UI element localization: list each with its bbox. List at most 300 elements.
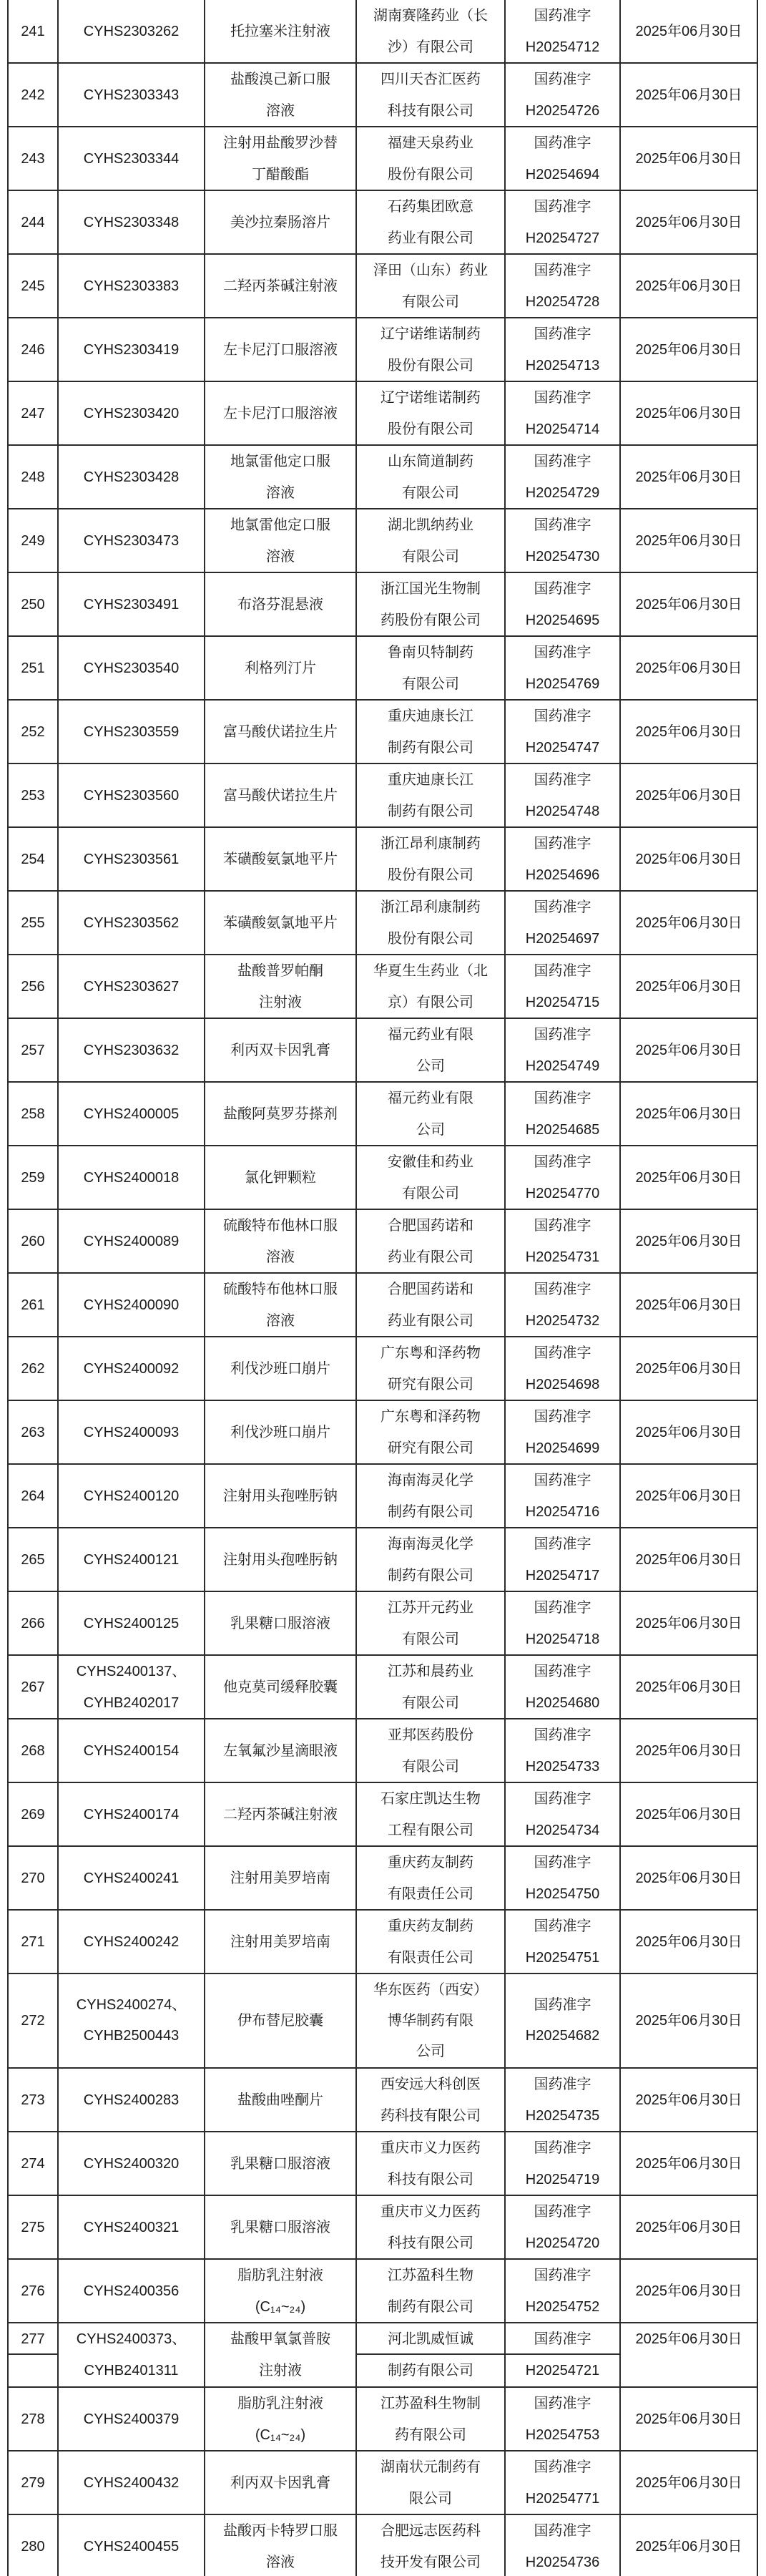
cell-line: H20254747 (525, 739, 600, 756)
company-cell (357, 2132, 506, 2195)
row-number-cell (9, 64, 59, 126)
cell-line: CYHS2303420 (83, 405, 180, 421)
drug-name-cell (205, 764, 357, 826)
cell-line: 福建天泉药业 (388, 135, 473, 151)
drug-name-cell (205, 2515, 357, 2576)
approval-date-cell (621, 1146, 758, 1209)
table-row (9, 2260, 758, 2323)
cell-line: CYHB2401311 (84, 2363, 179, 2379)
cell-line: CYHB2500443 (83, 2028, 180, 2044)
table-row (9, 446, 758, 509)
table-row (9, 1528, 758, 1592)
cell-line: 药科技有限公司 (380, 2107, 481, 2124)
cell-line: 2025年06月30日 (635, 1742, 742, 1759)
acceptance-number-cell (59, 1019, 205, 1081)
cell-line: 267 (21, 1679, 45, 1695)
drug-name-cell (205, 1719, 357, 1782)
cell-line: H20254718 (525, 1631, 600, 1647)
acceptance-number-cell (59, 1401, 205, 1463)
company-cell (357, 892, 506, 954)
cell-line: 研究有限公司 (388, 1376, 473, 1392)
cell-line: 京）有限公司 (388, 994, 473, 1010)
cell-line: CYHS2400120 (83, 1488, 180, 1504)
approval-number-cell (506, 764, 621, 826)
cell-line: 有限公司 (402, 1694, 459, 1711)
acceptance-number-cell (59, 318, 205, 381)
cell-line: 2025年06月30日 (635, 1297, 742, 1313)
approval-number-cell (506, 255, 621, 317)
drug-name-cell (205, 64, 357, 126)
cell-line: 亚邦医药股份 (388, 1727, 473, 1743)
approval-number-cell (506, 1337, 621, 1400)
cell-line: 国药准字 (534, 135, 591, 151)
approval-number-cell (506, 2132, 621, 2195)
cell-line: 湖南赛隆药业（长 (373, 7, 488, 24)
cell-line: 2025年06月30日 (635, 87, 742, 103)
row-number-cell (9, 1592, 59, 1654)
company-cell (357, 573, 506, 635)
cell-line: 2025年06月30日 (635, 723, 742, 740)
cell-line: 富马酸伏诺拉生片 (223, 787, 338, 804)
approval-number-cell (506, 0, 621, 62)
cell-line: 国药准字 (534, 1408, 591, 1425)
cell-line: 乳果糖口服溶液 (230, 2219, 330, 2235)
row-number-cell (9, 1528, 59, 1591)
acceptance-number-cell (59, 1911, 205, 1973)
drug-name-cell (205, 1592, 357, 1654)
table-row (9, 701, 758, 764)
approval-date-cell (621, 382, 758, 444)
cell-line: 浙江国光生物制 (380, 580, 481, 597)
cell-line: CYHS2400455 (83, 2538, 180, 2555)
acceptance-number-cell (59, 255, 205, 317)
row-number-cell (9, 955, 59, 1018)
cell-line: 2025年06月30日 (635, 787, 742, 804)
cell-line: H20254714 (525, 421, 600, 437)
cell-line: 苯磺酸氨氯地平片 (223, 914, 338, 931)
acceptance-number-cell (59, 127, 205, 190)
approval-date-cell (621, 509, 758, 572)
cell-line: 270 (21, 1870, 45, 1886)
cell-line: H20254750 (525, 1885, 600, 1902)
drug-name-cell (205, 573, 357, 635)
cell-line: 鲁南贝特制药 (388, 644, 473, 660)
cell-line: CYHS2400018 (83, 1169, 180, 1186)
acceptance-number-cell (59, 1592, 205, 1654)
cell-line: 硫酸特布他林口服 (223, 1217, 338, 1234)
cell-line: 二羟丙茶碱注射液 (223, 1806, 338, 1823)
acceptance-number-cell (59, 446, 205, 508)
table-row (9, 1592, 758, 1656)
cell-line: CYHS2400174 (83, 1806, 180, 1823)
cell-line: 药业有限公司 (388, 230, 473, 246)
row-number-cell (9, 1401, 59, 1463)
cell-line: 271 (21, 1933, 45, 1950)
cell-line: 硫酸特布他林口服 (223, 1281, 338, 1297)
cell-line: 2025年06月30日 (635, 2155, 742, 2172)
company-cell (357, 446, 506, 508)
approval-date-cell (621, 1592, 758, 1654)
cell-line: 254 (21, 851, 45, 867)
cell-line: 盐酸曲唑酮片 (237, 2092, 323, 2108)
cell-line: 258 (21, 1106, 45, 1122)
row-number-cell (9, 637, 59, 699)
approval-date-cell (621, 1337, 758, 1400)
cell-line: 2025年06月30日 (635, 1679, 742, 1695)
row-number-cell (9, 0, 59, 62)
cell-line: H20254680 (525, 1694, 600, 1711)
row-number-cell (9, 2323, 59, 2386)
cell-line: 2025年06月30日 (635, 2538, 742, 2555)
cell-line: 注射用美罗培南 (230, 1870, 330, 1886)
cell-line: 2025年06月30日 (635, 2331, 742, 2347)
drug-name-cell (205, 191, 357, 253)
cell-line: H20254769 (525, 675, 600, 692)
drug-name-cell (205, 1274, 357, 1336)
row-number-cell (9, 509, 59, 572)
cell-line: 国药准字 (534, 708, 591, 724)
cell-line: 他克莫司缓释胶囊 (223, 1679, 338, 1695)
cell-line: 左卡尼汀口服溶液 (223, 405, 338, 421)
cell-line: 国药准字 (534, 389, 591, 406)
cell-line: H20254682 (525, 2028, 600, 2044)
company-cell (357, 2196, 506, 2258)
cell-line: 华夏生生药业（北 (373, 962, 488, 979)
cell-line: CYHS2303383 (83, 278, 180, 294)
cell-line: 河北凯威恒诚 (357, 2323, 504, 2355)
company-cell (357, 1019, 506, 1081)
cell-line: 药有限公司 (395, 2426, 466, 2443)
approval-date-cell (621, 2451, 758, 2514)
approval-date-cell (621, 1656, 758, 1718)
approval-number-cell (506, 382, 621, 444)
cell-line: 2025年06月30日 (635, 469, 742, 485)
acceptance-number-cell (59, 573, 205, 635)
approval-number-cell (506, 2069, 621, 2131)
cell-line: 工程有限公司 (388, 1822, 473, 1838)
cell-line: 江苏和晨药业 (388, 1663, 473, 1679)
cell-line: H20254730 (525, 548, 600, 565)
cell-line: CYHS2400137、 (76, 1663, 187, 1679)
row-number-cell (9, 701, 59, 763)
cell-line: 溶液 (266, 1249, 295, 1265)
cell-line: 重庆迪康长江 (388, 708, 473, 724)
cell-line: 四川天杏汇医药 (380, 71, 481, 87)
row-number-cell (9, 1783, 59, 1845)
approval-number-cell (506, 573, 621, 635)
cell-line: 富马酸伏诺拉生片 (223, 723, 338, 740)
cell-line: CYHS2400373、 (76, 2331, 187, 2347)
cell-line: 有限公司 (402, 1631, 459, 1647)
cell-line: 2025年06月30日 (635, 1870, 742, 1886)
cell-line: 276 (21, 2283, 45, 2299)
cell-line: 制药有限公司 (388, 739, 473, 756)
cell-line: 国药准字 (534, 1217, 591, 1234)
cell-line: 265 (21, 1551, 45, 1568)
cell-line: 乳果糖口服溶液 (230, 2155, 330, 2172)
row-number-cell (9, 2515, 59, 2576)
table-row (9, 764, 758, 828)
approval-date-cell (621, 637, 758, 699)
drug-name-cell (205, 2451, 357, 2514)
approval-number-cell (506, 1911, 621, 1973)
cell-line: 2025年06月30日 (635, 1615, 742, 1631)
company-cell (357, 2515, 506, 2576)
cell-line: 2025年06月30日 (635, 405, 742, 421)
drug-name-cell (205, 1974, 357, 2067)
approval-date-cell (621, 764, 758, 826)
approval-date-cell (621, 191, 758, 253)
cell-line: CYHS2303540 (83, 660, 180, 676)
cell-line: H20254732 (525, 1312, 600, 1329)
cell-line: 国药准字 (534, 1345, 591, 1361)
company-cell (357, 828, 506, 890)
cell-line: 2025年06月30日 (635, 2092, 742, 2108)
acceptance-number-cell (59, 1146, 205, 1209)
cell-line: CYHS2400121 (83, 1551, 180, 1568)
approval-date-cell (621, 255, 758, 317)
approval-number-cell (506, 955, 621, 1018)
drug-name-cell (205, 446, 357, 508)
table-row (9, 509, 758, 573)
table-row (9, 892, 758, 955)
approval-number-cell (506, 1083, 621, 1145)
table-row (9, 637, 758, 701)
cell-line: 注射用盐酸罗沙替 (223, 135, 338, 151)
acceptance-number-cell (59, 892, 205, 954)
row-number-cell (9, 892, 59, 954)
cell-line: 国药准字 (534, 517, 591, 533)
cell-line: 海南海灵化学 (388, 1472, 473, 1488)
cell-line: H20254736 (525, 2554, 600, 2570)
cell-line: 利丙双卡因乳膏 (230, 1042, 330, 1058)
cell-line: 国药准字 (534, 1790, 591, 1807)
acceptance-number-cell (59, 1083, 205, 1145)
cell-line: 盐酸阿莫罗芬搽剂 (223, 1106, 338, 1122)
cell-line: 股份有限公司 (388, 421, 473, 437)
cell-line: H20254721 (525, 2363, 600, 2379)
approval-date-cell (621, 2323, 758, 2386)
company-cell (357, 1911, 506, 1973)
approval-date-cell (621, 0, 758, 62)
row-number-cell (9, 1274, 59, 1336)
company-cell (357, 1465, 506, 1527)
approval-number-cell (506, 2196, 621, 2258)
row-number-cell (9, 255, 59, 317)
approval-date-cell (621, 892, 758, 954)
cell-line: 博华制药有限 (388, 2012, 473, 2029)
cell-line: H20254717 (525, 1567, 600, 1584)
company-cell (357, 191, 506, 253)
cell-line: 2025年06月30日 (635, 1488, 742, 1504)
cell-line: H20254771 (525, 2490, 600, 2507)
approval-number-cell (506, 509, 621, 572)
drug-name-cell (205, 255, 357, 317)
approval-number-cell (506, 1783, 621, 1845)
table-row (9, 1337, 758, 1401)
cell-line: H20254697 (525, 930, 600, 947)
approval-date-cell (621, 1528, 758, 1591)
drug-name-cell (205, 1528, 357, 1591)
approval-date-cell (621, 1911, 758, 1973)
cell-line: 2025年06月30日 (635, 2219, 742, 2235)
cell-line: CYHS2303348 (83, 214, 180, 230)
company-cell (357, 637, 506, 699)
table-row (9, 2196, 758, 2260)
cell-line: H20254699 (525, 1440, 600, 1456)
cell-line: CYHS2303262 (83, 23, 180, 39)
cell-line: 有限公司 (402, 675, 459, 692)
drug-name-cell (205, 509, 357, 572)
cell-line: 国药准字 (534, 71, 591, 87)
cell-line: 250 (21, 596, 45, 613)
row-number-cell (9, 2388, 59, 2450)
acceptance-number-cell (59, 509, 205, 572)
cell-line: 2025年06月30日 (635, 978, 742, 995)
cell-line: 注射用美罗培南 (230, 1933, 330, 1950)
acceptance-number-cell (59, 828, 205, 890)
row-number-cell (9, 127, 59, 190)
approval-date-cell (621, 1974, 758, 2067)
cell-line: 盐酸普罗帕酮 (237, 962, 323, 979)
row-number-cell (9, 1656, 59, 1718)
approval-number-cell (506, 1592, 621, 1654)
cell-line: CYHS2400090 (83, 1297, 180, 1313)
cell-line: 有限公司 (402, 548, 459, 565)
cell-line: 274 (21, 2155, 45, 2172)
cell-line: 249 (21, 532, 45, 549)
cell-line: 253 (21, 787, 45, 804)
cell-line: 2025年06月30日 (635, 1169, 742, 1186)
approval-date-cell (621, 2515, 758, 2576)
cell-line: H20254694 (525, 166, 600, 182)
cell-line: 有限公司 (402, 484, 459, 501)
cell-line: 溶液 (266, 1312, 295, 1329)
acceptance-number-cell (59, 764, 205, 826)
cell-line: CYHS2303473 (83, 532, 180, 549)
cell-line: 247 (21, 405, 45, 421)
acceptance-number-cell (59, 1847, 205, 1909)
cell-line: 公司 (416, 2043, 445, 2059)
drug-name-cell (205, 1337, 357, 1400)
cell-line: 广东粤和泽药物 (380, 1408, 481, 1425)
cell-line: 国药准字 (534, 771, 591, 788)
drug-name-cell (205, 2260, 357, 2322)
approval-date-cell (621, 2132, 758, 2195)
row-number-cell (9, 573, 59, 635)
acceptance-number-cell (59, 1274, 205, 1336)
cell-line: 国药准字 (534, 1472, 591, 1488)
acceptance-number-cell (59, 2451, 205, 2514)
cell-line: 2025年06月30日 (635, 596, 742, 613)
company-cell (357, 1847, 506, 1909)
cell-line: 江苏盈科生物制 (380, 2395, 481, 2411)
acceptance-number-cell (59, 2515, 205, 2576)
cell-line: 制药有限公司 (388, 1567, 473, 1584)
approval-number-cell (506, 2451, 621, 2514)
approval-date-cell (621, 2260, 758, 2322)
cell-line: 重庆药友制药 (388, 1854, 473, 1870)
cell-line: CYHS2400093 (83, 1424, 180, 1440)
cell-line: 国药准字 (534, 1727, 591, 1743)
drug-name-cell (205, 1911, 357, 1973)
cell-line: 泽田（山东）药业 (373, 262, 488, 278)
cell-line: 国药准字 (534, 198, 591, 215)
cell-line: CYHS2400242 (83, 1933, 180, 1950)
cell-line: 2025年06月30日 (635, 660, 742, 676)
cell-line: 美沙拉秦肠溶片 (230, 214, 330, 230)
table-row (9, 2515, 758, 2576)
cell-line: 2025年06月30日 (635, 914, 742, 931)
drug-name-cell (205, 1847, 357, 1909)
cell-line: 山东简道制药 (388, 453, 473, 469)
drug-name-cell (205, 2323, 357, 2386)
cell-line: 国药准字 (534, 2076, 591, 2092)
company-cell (357, 1592, 506, 1654)
company-cell (357, 1401, 506, 1463)
cell-line: 241 (21, 23, 45, 39)
acceptance-number-cell (59, 64, 205, 126)
cell-line: 股份有限公司 (388, 166, 473, 182)
cell-line: 辽宁诺维诺制药 (380, 389, 481, 406)
approval-number-cell (506, 1974, 621, 2067)
approval-date-cell (621, 1401, 758, 1463)
table-row (9, 318, 758, 382)
cell-line: CYHS2400356 (83, 2283, 180, 2299)
drug-name-cell (205, 2069, 357, 2131)
approval-number-cell (506, 1847, 621, 1909)
cell-line: H20254720 (525, 2235, 600, 2251)
cell-line: CYHS2303344 (83, 150, 180, 167)
cell-line: 药业有限公司 (388, 1249, 473, 1265)
cell-line: CYHS2400379 (83, 2411, 180, 2427)
cell-line: 国药准字 (534, 1997, 591, 2013)
cell-line: 脂肪乳注射液 (237, 2395, 323, 2411)
cell-line: CYHS2303428 (83, 469, 180, 485)
table-row (9, 0, 758, 64)
cell-line: CYHS2303343 (83, 87, 180, 103)
acceptance-number-cell (59, 1465, 205, 1527)
cell-line: 国药准字 (534, 262, 591, 278)
cell-line: 浙江昂利康制药 (380, 835, 481, 852)
approval-number-cell (506, 446, 621, 508)
cell-line: 二羟丙茶碱注射液 (223, 278, 338, 294)
row-number-cell (9, 2132, 59, 2195)
cell-line: CYHS2400320 (83, 2155, 180, 2172)
company-cell (357, 0, 506, 62)
cell-line: 药业有限公司 (388, 1312, 473, 1329)
acceptance-number-cell (59, 1210, 205, 1272)
drug-name-cell (205, 382, 357, 444)
cell-line: 合肥国药诺和 (388, 1281, 473, 1297)
drug-name-cell (205, 1465, 357, 1527)
company-cell (357, 701, 506, 763)
cell-line: 地氯雷他定口服 (230, 517, 330, 533)
acceptance-number-cell (59, 701, 205, 763)
drug-name-cell (205, 637, 357, 699)
approval-number-cell (506, 127, 621, 190)
approval-date-cell (621, 127, 758, 190)
cell-line: 280 (21, 2538, 45, 2555)
cell-line: 国药准字 (534, 7, 591, 24)
cell-line: 盐酸溴己新口服 (230, 71, 330, 87)
cell-line: 251 (21, 660, 45, 676)
cell-line: 布洛芬混悬液 (237, 596, 323, 613)
company-cell (357, 955, 506, 1018)
cell-line: 国药准字 (506, 2323, 619, 2355)
cell-line: 2025年06月30日 (635, 1233, 742, 1249)
approval-number-cell (506, 2323, 621, 2386)
